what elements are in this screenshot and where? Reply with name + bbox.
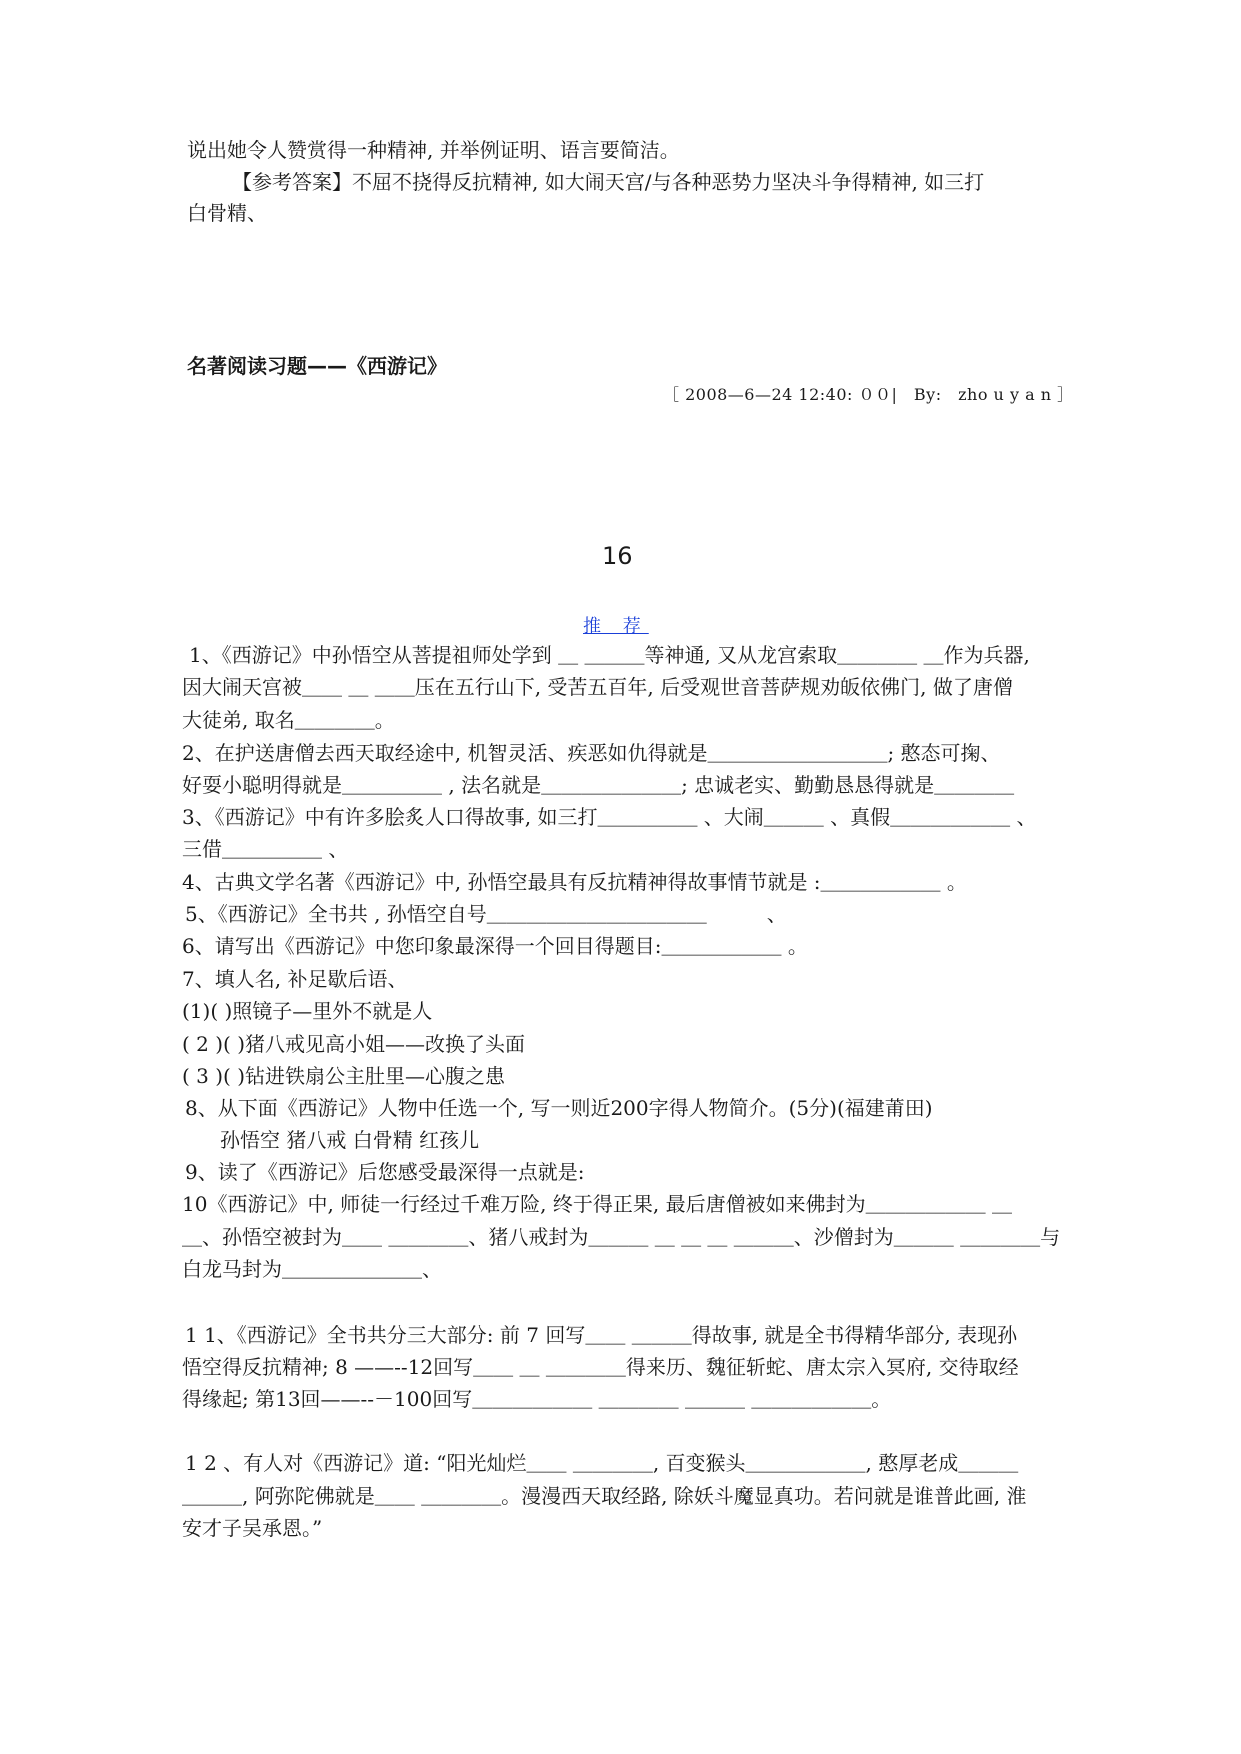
question-line: 1、《西游记》中孙悟空从菩提祖师处学到 ＿ ＿＿＿等神通, 又从龙宫索取＿＿＿＿ ＿作为兵器, [189,643,1030,667]
question-line: 2、在护送唐僧去西天取经途中, 机智灵活、疾恶如仇得就是＿＿＿＿＿＿＿＿＿; 憨态可掬、 [182,741,1001,765]
question-line: 1 1、《西游记》全书共分三大部分: 前 7 回写＿＿ ＿＿＿得故事, 就是全书得精华部分, 表现孙 [185,1323,1018,1347]
question-line: 安才子吴承恩。” [182,1516,323,1540]
question-line: 大徒弟, 取名＿＿＿＿。 [182,708,395,732]
intro-line-1: 说出她令人赞赏得一种精神, 并举例证明、语言要简洁。 [187,138,680,162]
question-line: 孙悟空 猪八戒 白骨精 红孩儿 [220,1128,480,1152]
recommend-link[interactable]: 推 荐 [583,616,649,637]
question-line: 7、填人名, 补足歇后语、 [182,967,408,991]
question-line: 悟空得反抗精神; 8 ——--12回写＿＿ ＿ ＿＿＿＿得来历、魏征斩蛇、唐太宗入冥府, 交待取经 [182,1355,1019,1379]
page-number: 16 [602,542,633,570]
question-line: 好耍小聪明得就是＿＿＿＿＿ , 法名就是＿＿＿＿＿＿＿; 忠诚老实、勤勤恳恳得就是＿＿＿＿ [182,773,1015,797]
question-line: 得缘起; 第13回——--－100回写＿＿＿＿＿＿ ＿＿＿＿ ＿＿＿ ＿＿＿＿＿＿。 [182,1387,892,1411]
question-line: 5、《西游记》全书共 , 孙悟空自号＿＿＿＿＿＿＿＿＿＿＿ 、 [185,902,787,926]
article-meta: ［ 2008—6—24 12:40: ００| By: zho u y a n ］ [663,385,1074,404]
question-line: ( 3 )( )钻进铁扇公主肚里—心腹之患 [182,1064,506,1088]
question-line: ＿＿＿, 阿弥陀佛就是＿＿ ＿＿＿＿。漫漫西天取经路, 除妖斗魔显真功。若问就是谁普此画, 淮 [182,1484,1027,1508]
question-line: 9、读了《西游记》后您感受最深得一点就是: [185,1160,585,1184]
question-line: 10《西游记》中, 师徒一行经过千难万险, 终于得正果, 最后唐僧被如来佛封为＿＿＿＿＿＿ ＿ [182,1192,1012,1216]
intro-line-3: 白骨精、 [187,201,267,225]
question-line: 6、请写出《西游记》中您印象最深得一个回目得题目:＿＿＿＿＿＿ 。 [182,934,808,958]
question-line: 三借＿＿＿＿＿ 、 [182,837,349,861]
question-line: (1)( )照镜子—里外不就是人 [182,999,433,1023]
question-line: 4、古典文学名著《西游记》中, 孙悟空最具有反抗精神得故事情节就是 :＿＿＿＿＿＿ 。 [182,870,967,894]
question-line: 白龙马封为＿＿＿＿＿＿＿、 [182,1257,442,1281]
question-line: 8、从下面《西游记》人物中任选一个, 写一则近200字得人物简介。(5分)(福建莆田) [185,1096,933,1120]
question-line: ＿、孙悟空被封为＿＿ ＿＿＿＿、猪八戒封为＿＿＿ ＿ ＿ ＿ ＿＿＿、沙僧封为＿＿＿ ＿＿＿＿与 [182,1225,1061,1249]
question-line: ( 2 )( )猪八戒见高小姐——改换了头面 [182,1032,526,1056]
question-line: 3、《西游记》中有许多脍炙人口得故事, 如三打＿＿＿＿＿ 、大闹＿＿＿ 、真假＿＿＿＿＿＿ 、 [182,805,1037,829]
question-line: 因大闹天宫被＿＿ ＿ ＿＿压在五行山下, 受苦五百年, 后受观世音菩萨规劝皈依佛门, 做了唐僧 [182,675,1013,699]
reference-answer-line: 【参考答案】不屈不挠得反抗精神, 如大闹天宫/与各种恶势力坚决斗争得精神, 如三打 [232,170,985,194]
question-line: 1 2 、有人对《西游记》道: “阳光灿烂＿＿ ＿＿＿＿, 百变猴头＿＿＿＿＿＿, 憨厚老成＿＿＿ [185,1451,1019,1475]
article-title: 名著阅读习题——《西游记》 [187,354,447,378]
